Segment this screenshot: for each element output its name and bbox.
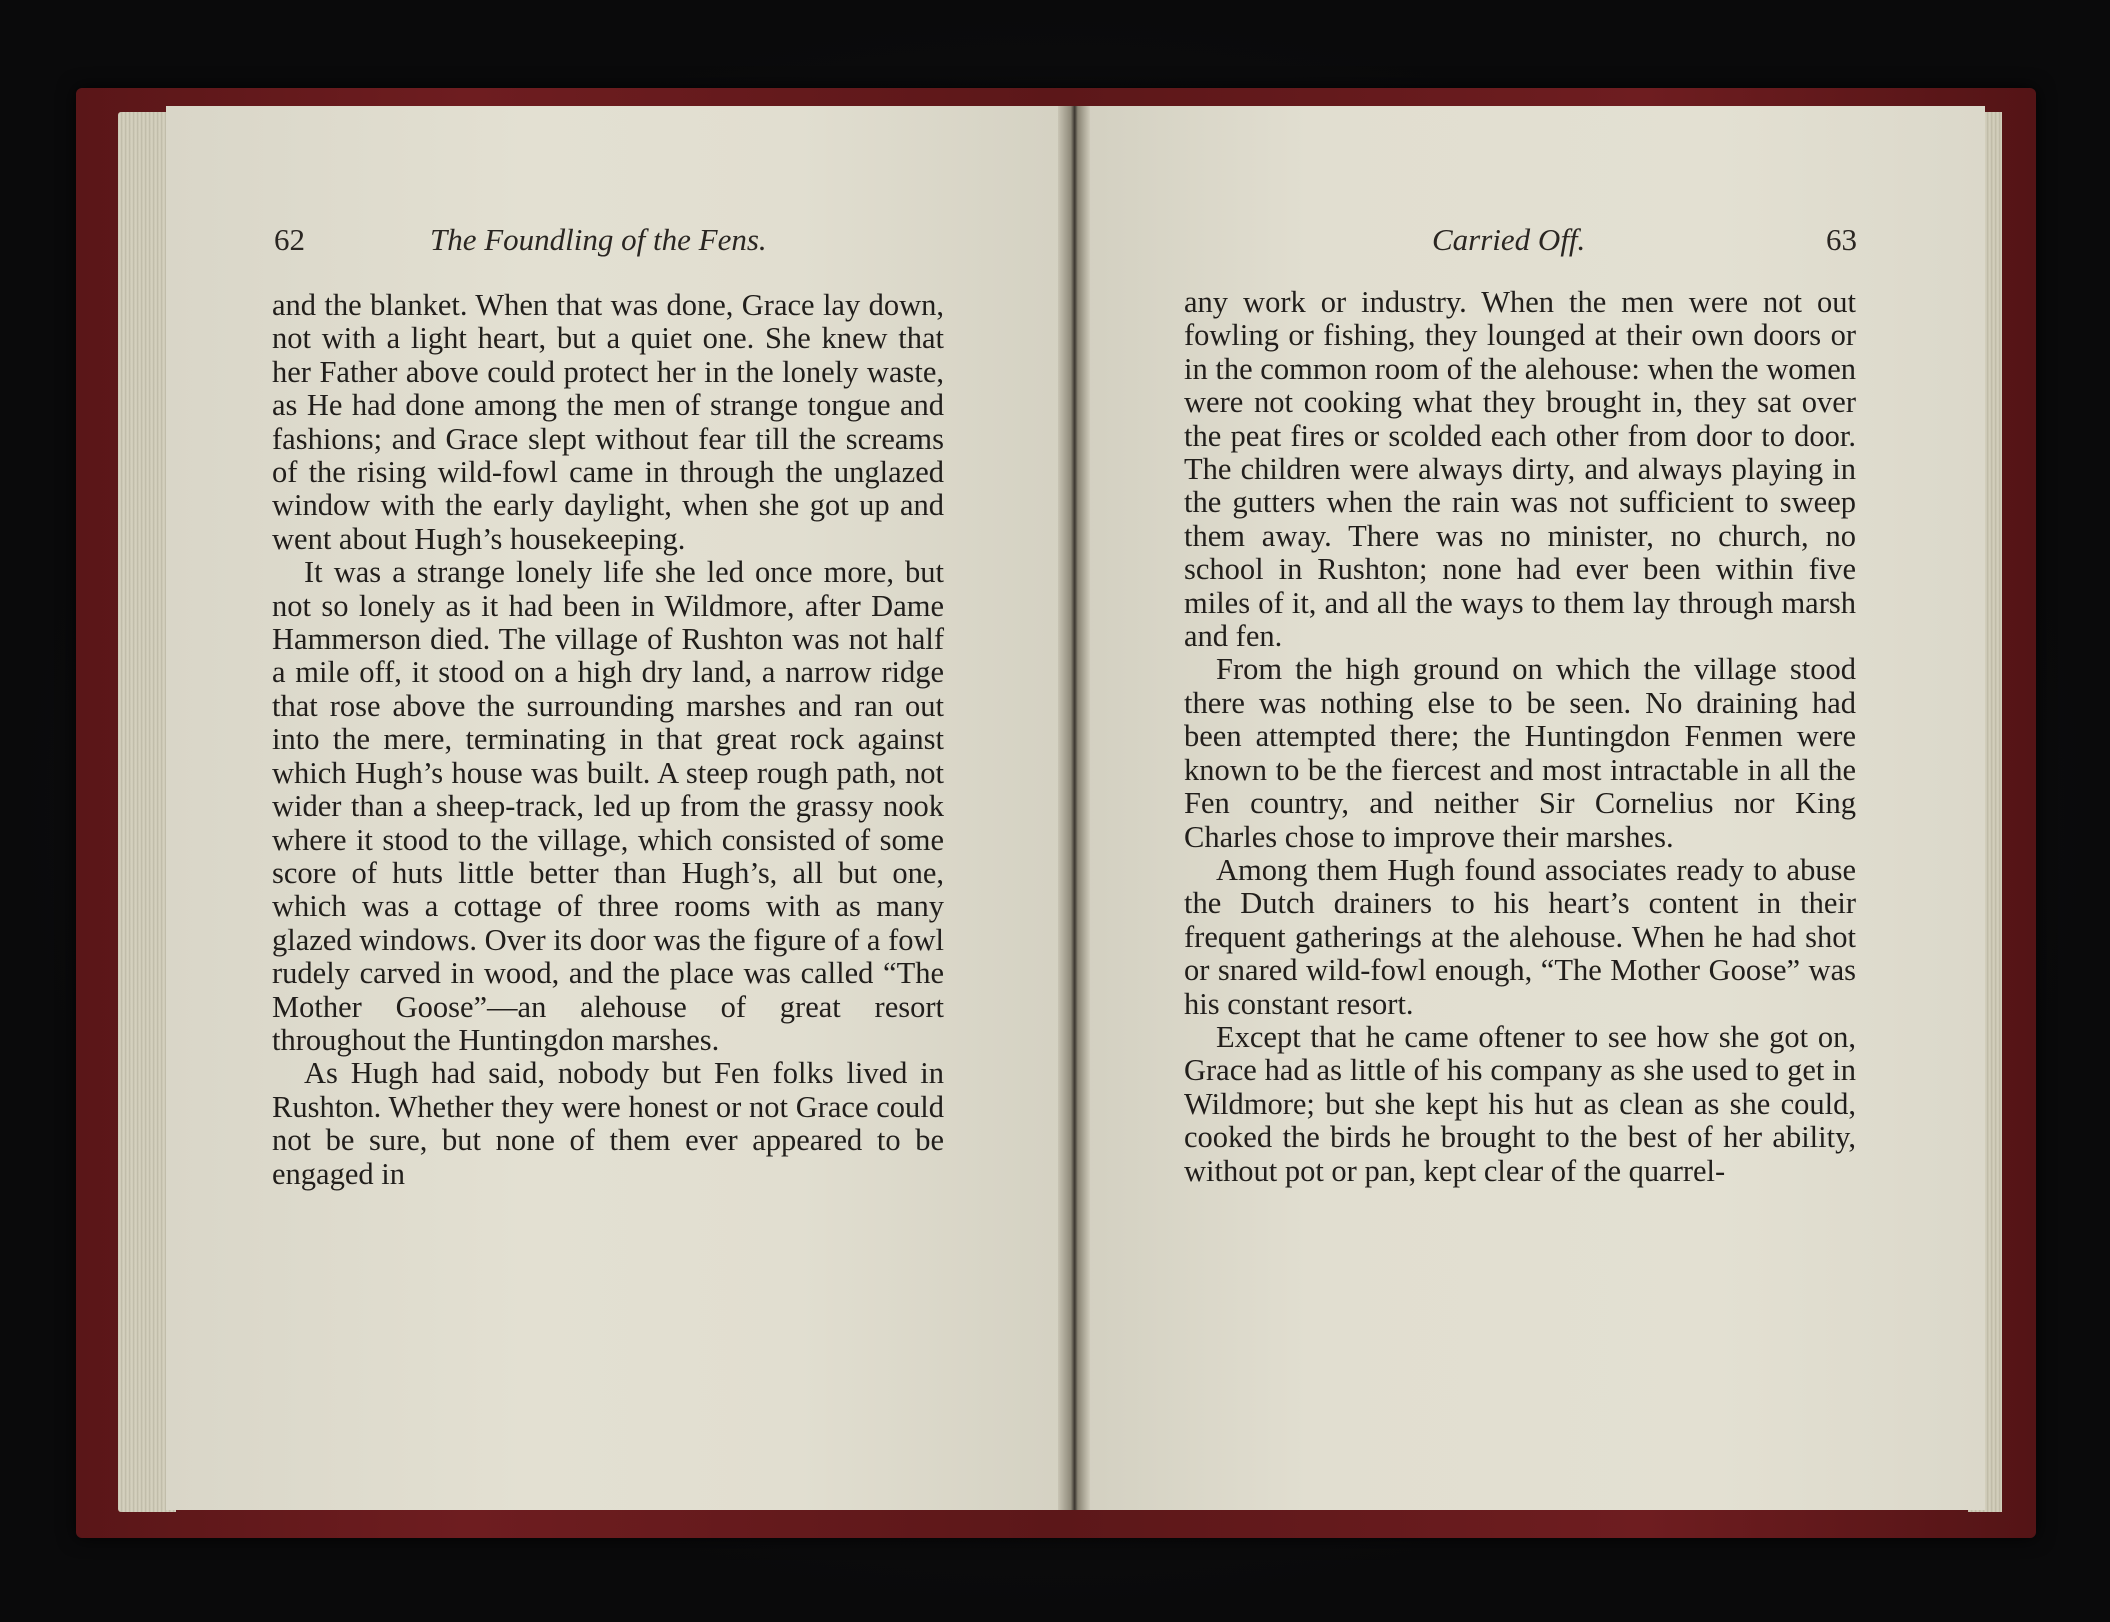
paragraph: It was a strange lonely life she led once more, but not so lonely as it had been in Wildmore, after Dame Hammerson died. The village of Rushton was not half a mile off, it stood on a high dry land, a narrow ridge that rose above the surrounding marshes and ran out into the mere, terminating in that great rock against which Hugh’s house was built. A steep rough path, not wider than a sheep-track, led up from the grassy nook where it stood to the village, which consisted of some score of huts little better than Hugh’s, all but one, which was a cottage of three rooms with as many glazed windows. Over its door was the figure of a fowl rudely carved in wood, and the place was called “The Mother Goose”—an alehouse of great resort throughout the Huntingdon marshes. (272, 555, 944, 1057)
paragraph: Among them Hugh found associates ready to abuse the Dutch drainers to his heart’s content in their frequent gatherings at the alehouse. When he had shot or snared wild-fowl enough, “The Mother Goose” was his constant resort. (1184, 852, 1856, 1021)
right-running-title: Carried Off. (1432, 222, 1586, 257)
paragraph: any work or industry. When the men were not out fowling or fishing, they lounged at their own doors or in the common room of the alehouse: when the women were not cooking what they brought in, they sat over the peat fires or scolded each other from door to door. The children were always dirty, and always playing in the gutters when the rain was not sufficient to sweep them away. There was no minister, no church, no school in Rushton; none had ever been within five miles of it, and all the ways to them lay through marsh and fen. (1184, 285, 1856, 654)
left-running-title: The Foundling of the Fens. (430, 222, 767, 257)
paragraph: Except that he came oftener to see how she got on, Grace had as little of his company as she used to get in Wildmore; but she kept his hut as clean as she could, cooked the birds he brought to the best of her ability, without pot or pan, kept clear of the quarrel- (1184, 1019, 1856, 1188)
paragraph: As Hugh had said, nobody but Fen folks lived in Rushton. Whether they were honest or not Grace could not be sure, but none of them ever appeared to be engaged in (272, 1056, 944, 1191)
right-page-text (1184, 286, 1856, 1188)
paragraph: From the high ground on which the village stood there was nothing else to be seen. No draining had been attempted there; the Huntingdon Fenmen were known to be the fiercest and most intractable in all the Fen country, and neither Sir Cornelius nor King Charles chose to improve their marshes. (1184, 652, 1856, 854)
paragraph: and the blanket. When that was done, Grace lay down, not with a light heart, but a quiet one. She knew that her Father above could protect her in the lonely waste, as He had done among the men of strange tongue and fashions; and Grace slept without fear till the screams of the rising wild-fowl came in through the unglazed window with the early daylight, when she got up and went about Hugh’s housekeeping. (272, 288, 944, 556)
book-gutter (1058, 106, 1090, 1510)
right-page-number: 63 (1826, 222, 1857, 257)
left-page-text (272, 289, 944, 1191)
left-page-number: 62 (274, 222, 305, 257)
